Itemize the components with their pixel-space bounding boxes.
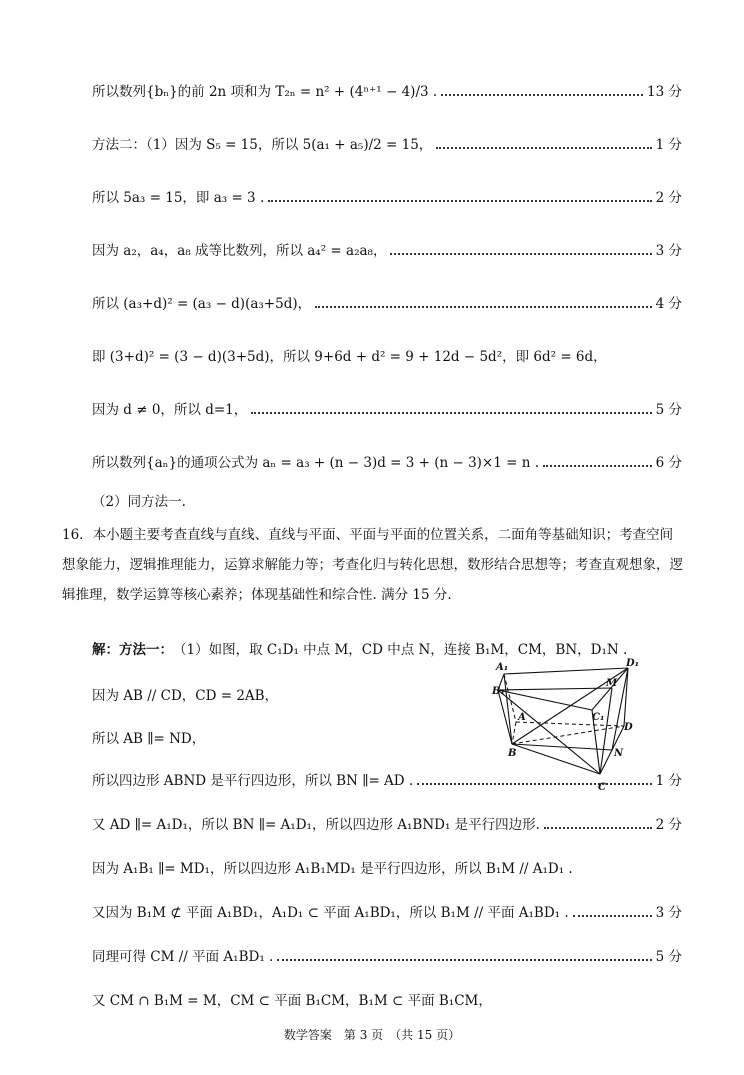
- leader-dots: [544, 826, 652, 829]
- hidden-edge-a1-a: [504, 674, 516, 722]
- line-text: 所以数列{bₙ}的前 2n 项和为 T₂ₙ = n² + (4ⁿ⁺¹ − 4)/3 .: [92, 84, 438, 100]
- solution-line-8: [92, 985, 682, 1013]
- label-c1: C₁: [592, 712, 605, 723]
- answer-line-4: [92, 235, 682, 263]
- solution-line-2: [92, 723, 492, 751]
- line-text: 所以 AB ∥= ND，: [92, 731, 206, 747]
- answer-line-5: [92, 288, 682, 316]
- label-d1: D₁: [626, 658, 640, 669]
- solution-line-7: [92, 941, 682, 969]
- solution-line-5: [92, 853, 682, 881]
- leader-dots: [436, 146, 651, 149]
- line-text: 因为 a₂，a₄，a₈ 成等比数列，所以 a₄² = a₂a₈，: [92, 243, 387, 259]
- score-label: 6 分: [655, 455, 682, 471]
- answer-line-1: [92, 76, 682, 104]
- score-label: 2 分: [655, 817, 682, 833]
- score-label: 5 分: [655, 402, 682, 418]
- solution-heading: 解：方法一：: [92, 642, 173, 658]
- line-text: 即 (3+d)² = (3 − d)(3+5d)，所以 9+6d + d² = 9 + 12d − 5d²，即 6d² = 6d，: [92, 349, 607, 365]
- score-label: 1 分: [655, 137, 682, 153]
- label-a: A: [518, 712, 526, 723]
- hidden-line-b-d: [512, 726, 624, 744]
- score-label: 13 分: [647, 84, 682, 100]
- line-text: 所以四边形 ABND 是平行四边形，所以 BN ∥= AD .: [92, 773, 414, 789]
- hidden-edge-a-b: [512, 722, 516, 744]
- label-b1: B₁: [492, 686, 505, 697]
- line-text: 又因为 B₁M ⊄ 平面 A₁BD₁，A₁D₁ ⊂ 平面 A₁BD₁，所以 B₁M // 平面 A₁BD₁ .: [92, 905, 569, 921]
- line-text: 方法二：（1）因为 S₅ = 15，所以 5(a₁ + a₅)/2 = 15，: [92, 137, 433, 153]
- leader-dots: [543, 464, 652, 467]
- line-text: 因为 d ≠ 0，所以 d=1，: [92, 402, 248, 418]
- solution-line-4: [92, 809, 682, 837]
- answer-line-3: [92, 182, 682, 210]
- score-label: 4 分: [655, 296, 682, 312]
- edge-a1-d1: [504, 668, 628, 674]
- leader-dots: [268, 199, 651, 202]
- score-label: 2 分: [655, 190, 682, 206]
- line-text: 又 CM ∩ B₁M = M，CM ⊂ 平面 B₁CM，B₁M ⊂ 平面 B₁CM，: [92, 993, 492, 1009]
- leader-dots: [251, 411, 651, 414]
- leader-dots: [573, 914, 652, 917]
- line-text: 所以数列{aₙ}的通项公式为 aₙ = a₃ + (n − 3)d = 3 + (n − 3)×1 = n .: [92, 455, 540, 471]
- leader-dots: [441, 93, 643, 96]
- score-label: 1 分: [655, 773, 682, 789]
- label-b: B: [508, 748, 517, 759]
- line-a1-b: [504, 674, 512, 744]
- leader-dots: [315, 305, 651, 308]
- label-n: N: [614, 748, 624, 759]
- line-text: 因为 AB // CD，CD = 2AB，: [92, 688, 279, 704]
- prism-figure: [492, 656, 640, 802]
- leader-dots: [390, 252, 651, 255]
- score-label: 3 分: [655, 905, 682, 921]
- solution-line-6: [92, 897, 682, 925]
- solution-line-1: [92, 680, 492, 708]
- hidden-edge-a-d: [516, 722, 624, 726]
- score-label: 3 分: [655, 243, 682, 259]
- line-text: 所以 (a₃+d)² = (a₃ − d)(a₃+5d)，: [92, 296, 312, 312]
- line-text: 因为 A₁B₁ ∥= MD₁，所以四边形 A₁B₁MD₁ 是平行四边形，所以 B₁M // A₁D₁ .: [92, 861, 573, 877]
- label-m: M: [606, 678, 618, 689]
- leader-dots: [277, 958, 651, 961]
- line-text: 所以 5a₃ = 15，即 a₃ = 3 .: [92, 190, 265, 206]
- line-text: 又 AD ∥= A₁D₁，所以 BN ∥= A₁D₁，所以四边形 A₁BND₁ 是平行四边形.: [92, 817, 540, 833]
- solution-first-line: （1）如图，取 C₁D₁ 中点 M，CD 中点 N，连接 B₁M，CM，BN，D₁N .: [173, 642, 628, 658]
- answer-line-7: [92, 394, 682, 422]
- question-16-intro: 16．本小题主要考查直线与直线、直线与平面、平面与平面的位置关系，二面角等基础知识；考查空间想象能力，逻辑推理能力，运算求解能力等；考查化归与转化思想，数形结合思想等；考查直观想象，逻辑推理，数学运算等核心素养；体现基础性和综合性. 满分 15 分.: [62, 527, 683, 603]
- line-text: 同理可得 CM // 平面 A₁BD₁ .: [92, 949, 274, 965]
- answer-line-2: [92, 129, 682, 157]
- edge-b1-c1: [498, 690, 592, 710]
- label-c: C: [598, 782, 606, 793]
- label-d: D: [624, 722, 633, 733]
- label-a1: A₁: [496, 662, 509, 673]
- answer-line-6: [92, 341, 682, 369]
- score-label: 5 分: [655, 949, 682, 965]
- part-2-note: （2）同方法一.: [92, 494, 186, 510]
- answer-line-8: [92, 447, 682, 475]
- page-footer: 数学答案 第 3 页 （共 15 页）: [283, 1028, 461, 1042]
